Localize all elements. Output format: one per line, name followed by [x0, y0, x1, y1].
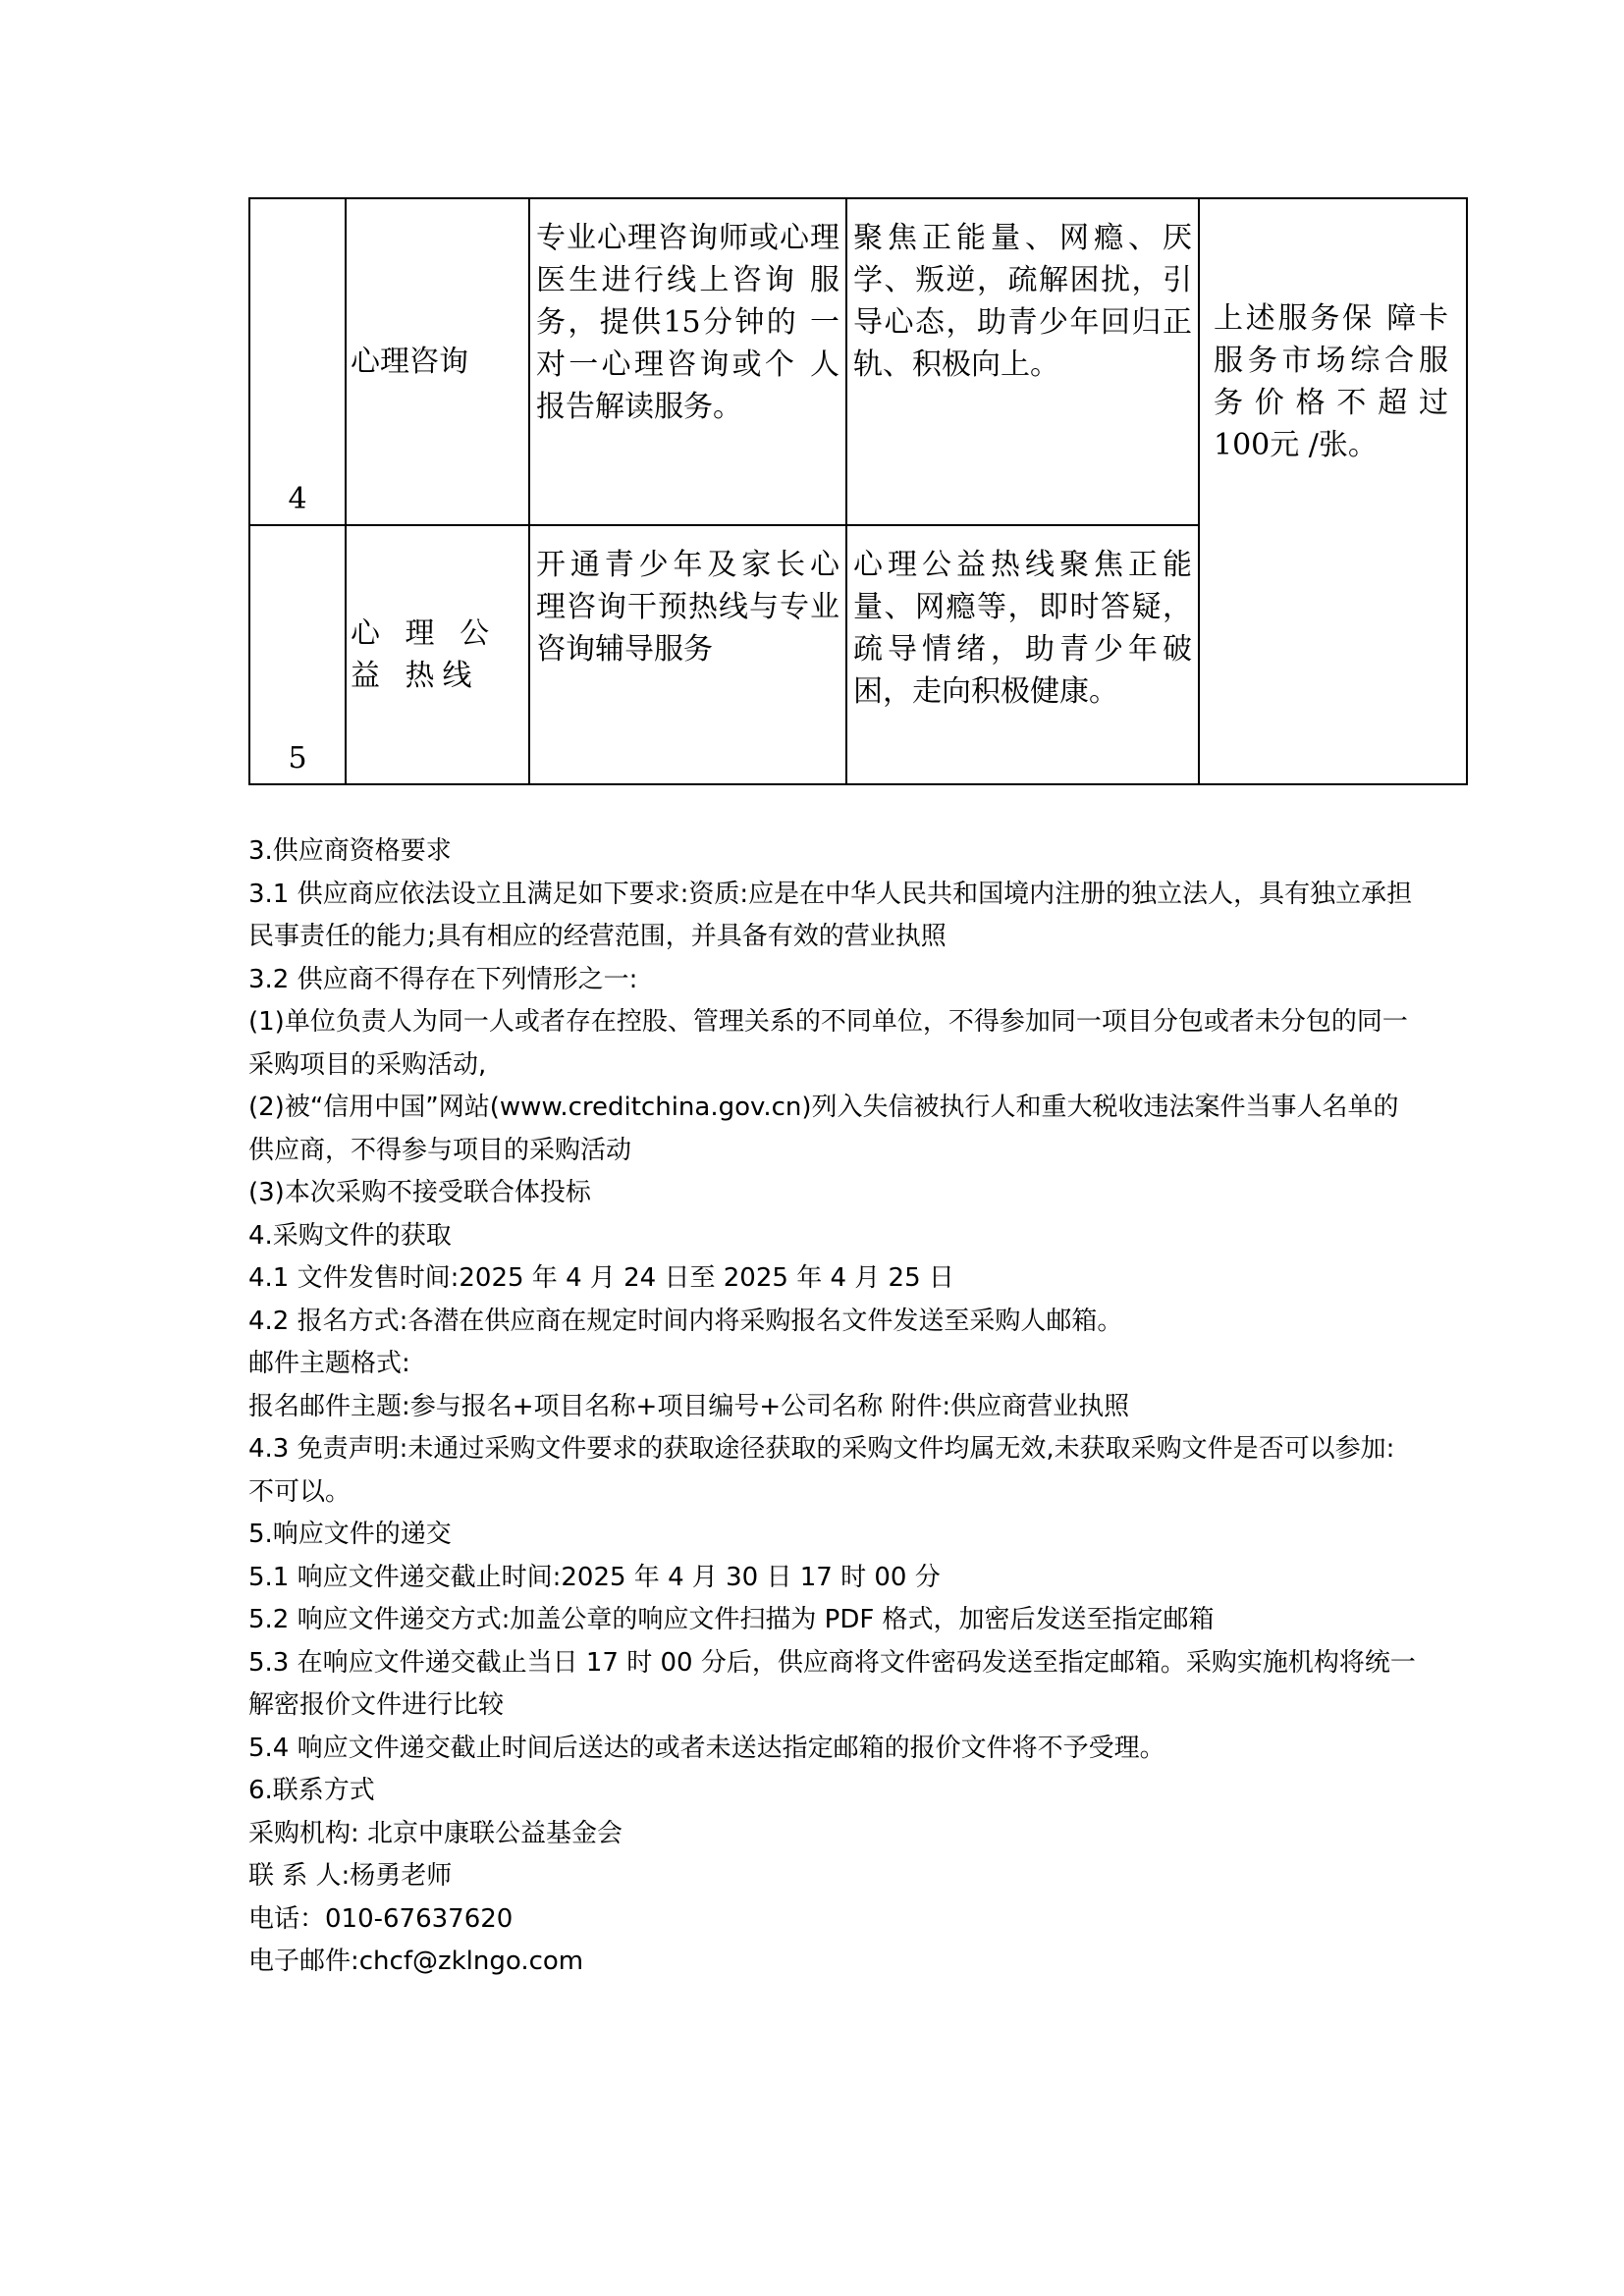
- table-row: [249, 198, 1467, 525]
- contact-person: 联 系 人:杨勇老师: [248, 1861, 453, 1891]
- contact-email: 电子邮件:chcf@zklngo.com: [248, 1947, 584, 1976]
- paragraph: 5.1 响应文件递交截止时间:2025 年 4 月 30 日 17 时 00 分: [248, 1562, 941, 1592]
- paragraph: 报名邮件主题:参与报名+项目名称+项目编号+公司名称 附件:供应商营业执照: [248, 1391, 1130, 1421]
- service-goal: 心理公益热线聚焦正能 量、网瘾等，即时答疑，疏导情绪，助青少年破困，走向积极健康。: [846, 525, 1199, 784]
- paragraph: 3.2 供应商不得存在下列情形之一:: [248, 964, 638, 994]
- service-name: 心 理 公 益 热线: [346, 525, 529, 784]
- row-number: 4: [249, 198, 346, 525]
- row-number: 5: [249, 525, 346, 784]
- section-heading: 3.供应商资格要求: [248, 836, 452, 866]
- paragraph: 4.3 免责声明:未通过采购文件要求的获取途径获取的采购文件均属无效,未获取采购文件是否可以参加:不可以。: [248, 1434, 1395, 1507]
- service-description: 专业心理咨询师或心理医生进行线上咨询 服务，提供15分钟的 一对一心理咨询或个 人报告解读服务。: [529, 198, 846, 525]
- paragraph: (2)被“信用中国”网站(www.creditchina.gov.cn)列入失信被执行人和重大税收违法案件当事人名单的供应商，不得参与项目的采购活动: [248, 1093, 1399, 1165]
- service-name: 心理咨询: [346, 198, 529, 525]
- contact-phone: 电话：010-67637620: [248, 1903, 514, 1934]
- paragraph: 邮件主题格式:: [248, 1349, 410, 1378]
- service-table: [248, 197, 1468, 785]
- paragraph: 4.2 报名方式:各潜在供应商在规定时间内将采购报名文件发送至采购人邮箱。: [248, 1306, 1123, 1336]
- paragraph: 4.1 文件发售时间:2025 年 4 月 24 日至 2025 年 4 月 25 日: [248, 1263, 954, 1293]
- paragraph: 5.3 在响应文件递交截止当日 17 时 00 分后，供应商将文件密码发送至指定邮箱。采购实施机构将统一解密报价文件进行比较: [248, 1647, 1416, 1720]
- section-heading: 5.响应文件的递交: [248, 1520, 452, 1549]
- contact-org: 采购机构: 北京中康联公益基金会: [248, 1818, 623, 1848]
- service-price: 上述服务保 障卡服务市场综合服务价格不超过 100元 /张。: [1199, 198, 1467, 784]
- section-heading: 6.联系方式: [248, 1776, 375, 1805]
- service-goal: 聚焦正能量、网瘾、厌学、叛逆，疏解困扰，引导心态，助青少年回归正轨、积极向上。: [846, 198, 1199, 525]
- document-body: [248, 830, 1417, 1984]
- paragraph: 5.2 响应文件递交方式:加盖公章的响应文件扫描为 PDF 格式，加密后发送至指定邮箱: [248, 1605, 1215, 1634]
- paragraph: 5.4 响应文件递交截止时间后送达的或者未送达指定邮箱的报价文件将不予受理。: [248, 1733, 1165, 1763]
- service-description: 开通青少年及家长心 理咨询干预热线与专业咨询辅导服务: [529, 525, 846, 784]
- paragraph: 3.1 供应商应依法设立且满足如下要求:资质:应是在中华人民共和国境内注册的独立法人，具有独立承担民事责任的能力;具有相应的经营范围，并具备有效的营业执照: [248, 879, 1413, 951]
- paragraph: (1)单位负责人为同一人或者存在控股、管理关系的不同单位，不得参加同一项目分包或者未分包的同一采购项目的采购活动,: [248, 1007, 1408, 1080]
- section-heading: 4.采购文件的获取: [248, 1220, 452, 1251]
- paragraph: (3)本次采购不接受联合体投标: [248, 1178, 591, 1207]
